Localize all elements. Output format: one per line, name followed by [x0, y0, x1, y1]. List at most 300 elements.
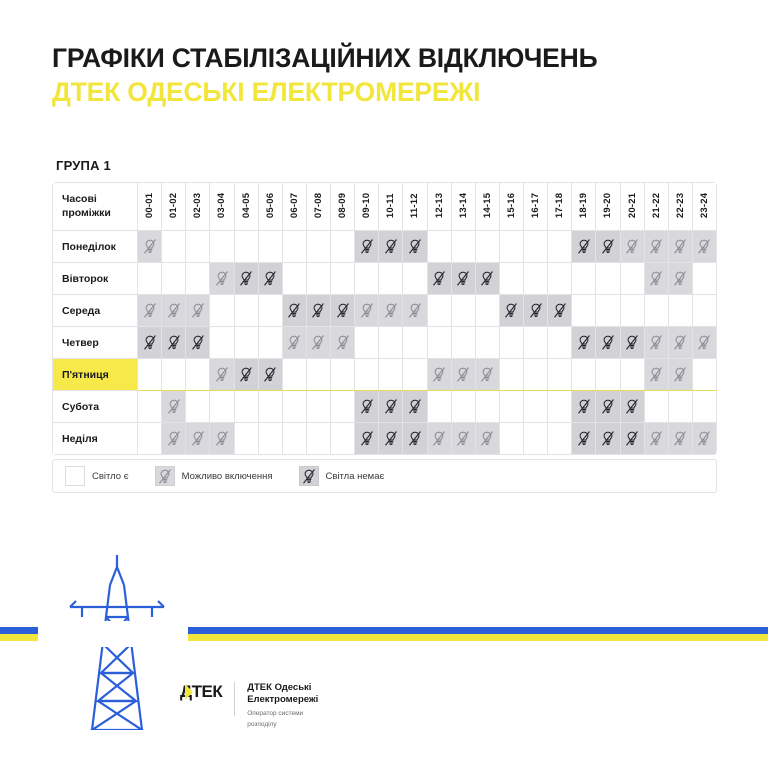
schedule-cell: [162, 263, 186, 295]
schedule-cell: [427, 231, 451, 263]
schedule-cell: [644, 423, 668, 455]
schedule-cell: [306, 359, 330, 391]
hour-header-label: 01-02: [168, 192, 180, 219]
schedule-cell: [306, 263, 330, 295]
bulb-maybe-icon: [674, 239, 686, 254]
hour-header: [668, 183, 692, 231]
schedule-cell: [572, 423, 596, 455]
legend-label: Можливо включення: [181, 470, 273, 482]
schedule-cell: [210, 327, 234, 359]
schedule-cell: [620, 231, 644, 263]
schedule-cell: [692, 295, 716, 327]
legend-swatch: [65, 466, 85, 486]
bulb-off-icon: [168, 335, 180, 350]
hour-header-label: 07-08: [312, 192, 324, 219]
bulb-maybe-icon: [698, 335, 710, 350]
bulb-maybe-icon: [192, 431, 204, 446]
schedule-cell: [162, 231, 186, 263]
footer-brand-line1: ДТЕК Одеські: [247, 682, 312, 693]
bulb-off-icon: [481, 271, 493, 286]
schedule-cell: [306, 231, 330, 263]
footer-brand: [178, 682, 318, 730]
schedule-cell: [379, 327, 403, 359]
day-label: Понеділок: [53, 231, 138, 263]
schedule-cell: [524, 231, 548, 263]
schedule-cell: [186, 327, 210, 359]
schedule-cell: [379, 231, 403, 263]
page-subtitle: ДТЕК ОДЕСЬКІ ЕЛЕКТРОМЕРЕЖІ: [52, 76, 481, 107]
bulb-off-icon: [578, 431, 590, 446]
schedule-cell: [427, 295, 451, 327]
bulb-off-icon: [409, 239, 421, 254]
hour-header: [403, 183, 427, 231]
schedule-cell: [620, 359, 644, 391]
hour-header: [306, 183, 330, 231]
bulb-maybe-icon: [650, 367, 662, 382]
table-row: [53, 231, 717, 263]
schedule-cell: [644, 263, 668, 295]
schedule-cell: [234, 423, 258, 455]
schedule-cell: [475, 391, 499, 423]
table-row: [53, 263, 717, 295]
schedule-cell: [210, 391, 234, 423]
footer-brand-text: [247, 682, 318, 730]
schedule-cell: [379, 391, 403, 423]
schedule-table: [52, 182, 717, 455]
bulb-off-icon: [385, 239, 397, 254]
schedule-cell: [692, 359, 716, 391]
schedule-cell: [427, 359, 451, 391]
schedule-cell: [403, 391, 427, 423]
schedule-cell: [499, 231, 523, 263]
schedule-cell: [258, 231, 282, 263]
schedule-cell: [668, 231, 692, 263]
schedule-cell: [548, 231, 572, 263]
schedule-cell: [451, 359, 475, 391]
schedule-cell: [282, 327, 306, 359]
bulb-maybe-icon: [288, 335, 300, 350]
schedule-cell: [668, 391, 692, 423]
schedule-cell: [692, 391, 716, 423]
hour-header: [692, 183, 716, 231]
bulb-off-icon: [602, 399, 614, 414]
header-row: [53, 183, 717, 231]
schedule-cell: [451, 391, 475, 423]
schedule-cell: [572, 263, 596, 295]
schedule-cell: [234, 263, 258, 295]
hour-header-label: 15-16: [505, 192, 517, 219]
bulb-off-icon: [240, 271, 252, 286]
bulb-off-icon: [361, 399, 373, 414]
schedule-cell: [524, 263, 548, 295]
hour-header-label: 02-03: [192, 192, 204, 219]
hour-header-label: 18-19: [578, 192, 590, 219]
bulb-off-icon: [385, 431, 397, 446]
schedule-cell: [427, 423, 451, 455]
schedule-cell: [186, 295, 210, 327]
schedule-cell: [427, 391, 451, 423]
schedule-cell: [499, 327, 523, 359]
legend-item: [155, 466, 273, 486]
hour-header: [620, 183, 644, 231]
table-head: [53, 183, 717, 231]
bulb-maybe-icon: [674, 367, 686, 382]
bulb-off-icon: [264, 271, 276, 286]
hour-header: [210, 183, 234, 231]
schedule-cell: [258, 359, 282, 391]
hour-header: [524, 183, 548, 231]
schedule-cell: [403, 231, 427, 263]
schedule-cell: [138, 359, 162, 391]
schedule-cell: [162, 327, 186, 359]
schedule-cell: [644, 391, 668, 423]
schedule-cell: [186, 423, 210, 455]
hour-header-label: 09-10: [361, 192, 373, 219]
table-row: [53, 327, 717, 359]
schedule-cell: [258, 391, 282, 423]
schedule-cell: [379, 263, 403, 295]
bulb-maybe-icon: [650, 431, 662, 446]
hour-header-label: 16-17: [530, 192, 542, 219]
schedule-cell: [668, 359, 692, 391]
hour-header: [499, 183, 523, 231]
bulb-off-icon: [554, 303, 566, 318]
bulb-maybe-icon: [168, 399, 180, 414]
schedule-cell: [282, 295, 306, 327]
day-label: Неділя: [53, 423, 138, 455]
bulb-maybe-icon: [674, 335, 686, 350]
schedule-cell: [138, 391, 162, 423]
schedule-cell: [499, 359, 523, 391]
legend-swatch: [299, 466, 319, 486]
schedule-cell: [355, 359, 379, 391]
bulb-maybe-icon: [385, 303, 397, 318]
schedule-cell: [186, 231, 210, 263]
hour-header: [451, 183, 475, 231]
hour-header-label: 00-01: [144, 192, 156, 219]
schedule-cell: [644, 295, 668, 327]
schedule-cell: [210, 263, 234, 295]
bulb-off-icon: [409, 399, 421, 414]
hour-header: [355, 183, 379, 231]
bulb-off-icon: [144, 335, 156, 350]
bulb-maybe-icon: [216, 367, 228, 382]
schedule-cell: [572, 359, 596, 391]
hour-header-label: 21-22: [650, 192, 662, 219]
day-label: П'ятниця: [53, 359, 138, 391]
schedule-cell: [548, 295, 572, 327]
schedule-cell: [258, 327, 282, 359]
schedule-cell: [138, 423, 162, 455]
schedule-cell: [355, 391, 379, 423]
footer-brand-line2: Електромережі: [247, 694, 319, 706]
schedule-cell: [282, 359, 306, 391]
schedule-cell: [524, 391, 548, 423]
schedule-cell: [596, 295, 620, 327]
schedule-cell: [258, 295, 282, 327]
hour-header: [138, 183, 162, 231]
hour-header-label: 23-24: [698, 192, 710, 219]
logo-wedge-icon: [185, 684, 193, 700]
schedule-cell: [331, 359, 355, 391]
hour-header-label: 12-13: [433, 192, 445, 219]
schedule-cell: [355, 263, 379, 295]
footer-divider: [234, 682, 235, 716]
schedule-cell: [331, 327, 355, 359]
bulb-off-icon: [530, 303, 542, 318]
schedule-cell: [331, 391, 355, 423]
schedule-cell: [475, 295, 499, 327]
corner-header-line1: Часові: [62, 193, 97, 206]
bulb-maybe-icon: [168, 303, 180, 318]
schedule-cell: [620, 295, 644, 327]
schedule-cell: [475, 231, 499, 263]
legend-label: Світла немає: [325, 470, 385, 482]
bulb-off-icon: [337, 303, 349, 318]
bulb-maybe-icon: [216, 271, 228, 286]
bulb-maybe-icon: [650, 335, 662, 350]
schedule-cell: [355, 423, 379, 455]
hour-header: [548, 183, 572, 231]
schedule-cell: [234, 231, 258, 263]
bulb-maybe-icon: [144, 239, 156, 254]
legend-item: [65, 466, 129, 486]
page-header: [52, 44, 732, 107]
schedule-cell: [186, 359, 210, 391]
schedule-cell: [572, 295, 596, 327]
schedule-cell: [331, 423, 355, 455]
schedule-cell: [620, 327, 644, 359]
bulb-off-icon: [626, 335, 638, 350]
schedule-cell: [138, 231, 162, 263]
schedule-cell: [282, 391, 306, 423]
schedule-cell: [692, 423, 716, 455]
hour-header-label: 04-05: [240, 192, 252, 219]
bulb-off-icon: [385, 399, 397, 414]
bulb-maybe-icon: [674, 271, 686, 286]
hour-header: [427, 183, 451, 231]
bulb-off-icon: [457, 271, 469, 286]
schedule-cell: [475, 423, 499, 455]
schedule-cell: [692, 263, 716, 295]
bulb-off-icon: [312, 303, 324, 318]
bulb-maybe-icon: [216, 431, 228, 446]
schedule-cell: [475, 263, 499, 295]
bulb-off-icon: [192, 335, 204, 350]
schedule-cell: [572, 327, 596, 359]
bulb-maybe-icon: [698, 239, 710, 254]
schedule-cell: [162, 295, 186, 327]
schedule-cell: [282, 231, 306, 263]
schedule-cell: [572, 231, 596, 263]
schedule-cell: [644, 327, 668, 359]
hour-header: [234, 183, 258, 231]
hour-header-label: 14-15: [481, 192, 493, 219]
legend-swatch: [155, 466, 175, 486]
bulb-off-icon: [433, 271, 445, 286]
hour-header-label: 13-14: [457, 192, 469, 219]
schedule-cell: [331, 295, 355, 327]
hour-header: [258, 183, 282, 231]
bulb-maybe-icon: [674, 431, 686, 446]
bulb-off-icon: [361, 239, 373, 254]
bulb-off-icon: [602, 239, 614, 254]
bulb-maybe-icon: [192, 303, 204, 318]
group-label: ГРУПА 1: [56, 158, 111, 173]
page-title: ГРАФІКИ СТАБІЛІЗАЦІЙНИХ ВІДКЛЮЧЕНЬ: [52, 43, 598, 73]
hour-header: [475, 183, 499, 231]
schedule-cell: [668, 423, 692, 455]
bulb-maybe-icon: [698, 431, 710, 446]
bulb-off-icon: [578, 399, 590, 414]
day-label: Вівторок: [53, 263, 138, 295]
day-label: Середа: [53, 295, 138, 327]
schedule-cell: [548, 391, 572, 423]
stripe-mask: [38, 621, 188, 647]
bulb-maybe-icon: [409, 303, 421, 318]
schedule-cell: [548, 359, 572, 391]
schedule-cell: [379, 423, 403, 455]
schedule-cell: [596, 359, 620, 391]
bulb-off-icon: [602, 431, 614, 446]
hour-header: [162, 183, 186, 231]
schedule-cell: [668, 295, 692, 327]
schedule-cell: [451, 263, 475, 295]
schedule-cell: [644, 231, 668, 263]
bulb-maybe-icon: [168, 431, 180, 446]
schedule-cell: [596, 391, 620, 423]
hour-header-label: 22-23: [674, 192, 686, 219]
schedule-cell: [379, 359, 403, 391]
hour-header: [282, 183, 306, 231]
schedule-cell: [692, 231, 716, 263]
bulb-off-icon: [303, 469, 315, 484]
schedule-cell: [499, 295, 523, 327]
day-label: Четвер: [53, 327, 138, 359]
bulb-maybe-icon: [626, 239, 638, 254]
schedule-cell: [403, 263, 427, 295]
bulb-off-icon: [626, 399, 638, 414]
bulb-maybe-icon: [159, 469, 171, 484]
bulb-maybe-icon: [361, 303, 373, 318]
schedule-cell: [403, 359, 427, 391]
bulb-maybe-icon: [433, 431, 445, 446]
hour-header-label: 05-06: [264, 192, 276, 219]
table-row: [53, 295, 717, 327]
schedule-cell: [210, 359, 234, 391]
schedule-cell: [548, 263, 572, 295]
hour-header: [379, 183, 403, 231]
table-row: [53, 391, 717, 423]
hour-header: [596, 183, 620, 231]
schedule-cell: [620, 263, 644, 295]
schedule-cell: [427, 263, 451, 295]
schedule-cell: [306, 327, 330, 359]
hour-header-label: 03-04: [216, 192, 228, 219]
schedule-cell: [620, 423, 644, 455]
schedule-cell: [475, 359, 499, 391]
schedule-cell: [644, 359, 668, 391]
legend-label: Світло є: [92, 470, 129, 482]
bulb-off-icon: [264, 367, 276, 382]
bulb-off-icon: [578, 335, 590, 350]
schedule-cell: [379, 295, 403, 327]
day-label: Субота: [53, 391, 138, 423]
schedule-cell: [186, 263, 210, 295]
hour-header-label: 17-18: [554, 192, 566, 219]
schedule-cell: [596, 263, 620, 295]
schedule-cell: [499, 423, 523, 455]
bulb-maybe-icon: [481, 367, 493, 382]
schedule-cell: [524, 359, 548, 391]
schedule-cell: [596, 423, 620, 455]
schedule-cell: [282, 263, 306, 295]
schedule-cell: [138, 295, 162, 327]
schedule-cell: [234, 391, 258, 423]
schedule-cell: [355, 295, 379, 327]
dtek-logo: [178, 682, 222, 702]
schedule-cell: [210, 295, 234, 327]
bulb-maybe-icon: [650, 239, 662, 254]
hour-header-label: 19-20: [602, 192, 614, 219]
schedule-cell: [306, 391, 330, 423]
corner-header: [53, 183, 138, 231]
schedule-cell: [668, 327, 692, 359]
hour-header: [186, 183, 210, 231]
hour-header-label: 06-07: [288, 192, 300, 219]
dtek-logo-text: ДТЕК: [180, 682, 223, 701]
schedule-cell: [138, 263, 162, 295]
schedule-cell: [403, 327, 427, 359]
hour-header-label: 11-12: [409, 193, 421, 219]
schedule-cell: [548, 327, 572, 359]
schedule-cell: [162, 359, 186, 391]
schedule-cell: [427, 327, 451, 359]
schedule-cell: [306, 423, 330, 455]
bulb-off-icon: [602, 335, 614, 350]
schedule-cell: [355, 231, 379, 263]
schedule-cell: [234, 295, 258, 327]
bulb-maybe-icon: [433, 367, 445, 382]
hour-header-label: 20-21: [626, 192, 638, 219]
schedule-cell: [524, 423, 548, 455]
schedule-cell: [451, 423, 475, 455]
schedule-cell: [186, 391, 210, 423]
bulb-off-icon: [361, 431, 373, 446]
schedule-cell: [138, 327, 162, 359]
schedule-cell: [451, 295, 475, 327]
schedule-table-wrapper: [52, 182, 717, 455]
bulb-off-icon: [626, 431, 638, 446]
legend: [52, 459, 717, 493]
table-row: [53, 423, 717, 455]
bulb-maybe-icon: [144, 303, 156, 318]
schedule-cell: [210, 231, 234, 263]
bulb-off-icon: [505, 303, 517, 318]
schedule-cell: [572, 391, 596, 423]
schedule-cell: [331, 263, 355, 295]
schedule-cell: [524, 295, 548, 327]
schedule-cell: [162, 391, 186, 423]
bulb-off-icon: [578, 239, 590, 254]
schedule-cell: [524, 327, 548, 359]
schedule-cell: [692, 327, 716, 359]
schedule-cell: [620, 391, 644, 423]
schedule-cell: [548, 423, 572, 455]
schedule-cell: [499, 391, 523, 423]
bulb-off-icon: [240, 367, 252, 382]
bulb-maybe-icon: [650, 271, 662, 286]
